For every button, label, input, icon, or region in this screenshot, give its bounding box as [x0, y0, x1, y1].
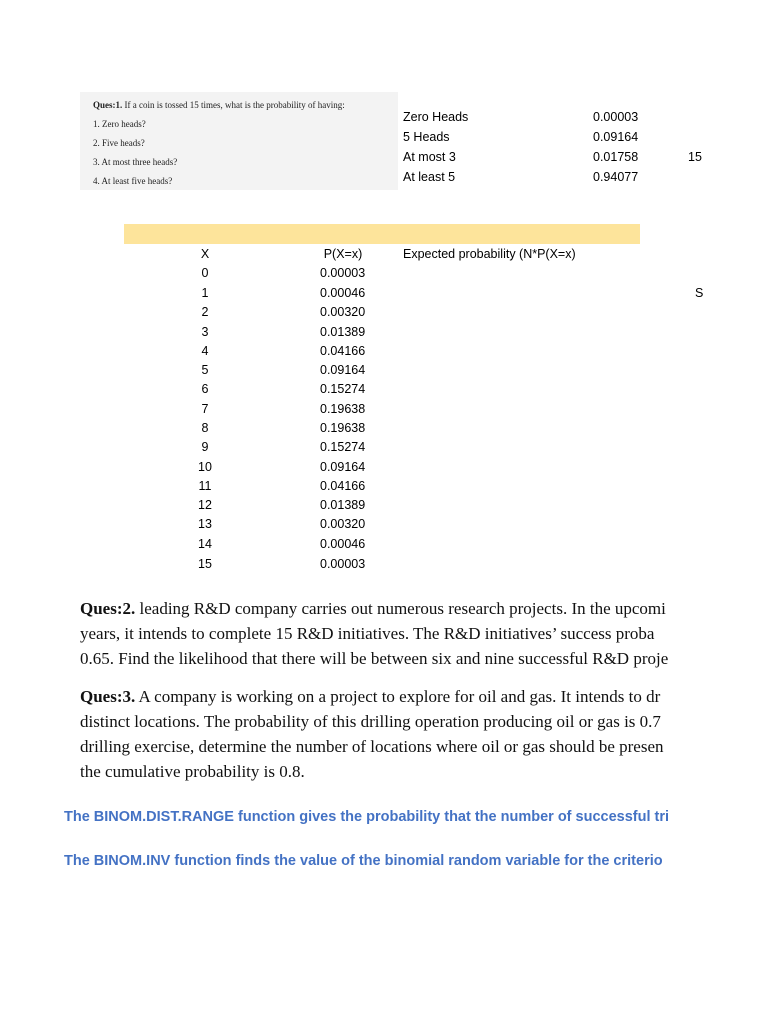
x-cell[interactable]: 5 [201, 363, 209, 377]
result-label-cell[interactable]: At least 5 [403, 170, 456, 184]
p-cell[interactable]: 0.01389 [320, 498, 366, 512]
question3-label: Ques:3. [80, 687, 136, 706]
highlighted-row [124, 224, 640, 244]
p-cell[interactable]: 0.00320 [320, 305, 366, 319]
x-cell[interactable]: 4 [201, 344, 209, 358]
question3-line: the cumulative probability is 0.8. [80, 762, 305, 781]
x-cell[interactable]: 12 [198, 498, 212, 512]
question3-line: Ques:3. A company is working on a project to explore for oil and gas. It intends to dr [80, 687, 661, 706]
x-cell[interactable]: 14 [198, 537, 212, 551]
result-label-cell[interactable]: At most 3 [403, 150, 456, 164]
x-cell[interactable]: 7 [201, 402, 209, 416]
p-cell[interactable]: 0.15274 [320, 440, 366, 454]
x-cell[interactable]: 0 [201, 266, 209, 280]
result-value-cell[interactable]: 0.94077 [593, 170, 639, 184]
header-expected[interactable]: Expected probability (N*P(X=x) [403, 247, 576, 261]
x-cell[interactable]: 10 [198, 460, 212, 474]
note-binom-dist-range[interactable]: The BINOM.DIST.RANGE function gives the probability that the number of successful tri [64, 809, 670, 825]
question3-line: drilling exercise, determine the number of locations where oil or gas should be presen [80, 737, 664, 756]
x-cell[interactable]: 1 [201, 286, 209, 300]
result-value-cell[interactable]: 0.01758 [593, 150, 639, 164]
result-label-cell[interactable]: Zero Heads [403, 110, 469, 124]
n-value-cell[interactable]: 15 [688, 150, 702, 164]
p-cell[interactable]: 0.00320 [320, 517, 366, 531]
question2-label: Ques:2. [80, 599, 136, 618]
result-label-cell[interactable]: 5 Heads [403, 130, 450, 144]
question1-item: 3. At most three heads? [93, 157, 178, 167]
x-cell[interactable]: 9 [201, 440, 209, 454]
question2-line: years, it intends to complete 15 R&D initiatives. The R&D initiatives’ success proba [80, 624, 655, 643]
p-cell[interactable]: 0.09164 [320, 363, 366, 377]
header-x[interactable]: X [200, 247, 210, 261]
question2-line: 0.65. Find the likelihood that there will be between six and nine successful R&D proje [80, 649, 669, 668]
question1-heading: Ques:1. If a coin is tossed 15 times, what is the probability of having: [93, 100, 345, 110]
p-cell[interactable]: 0.19638 [320, 421, 366, 435]
x-cell[interactable]: 3 [201, 325, 209, 339]
x-cell[interactable]: 15 [198, 557, 212, 571]
p-cell[interactable]: 0.04166 [320, 479, 366, 493]
partial-cell-s[interactable]: S [695, 286, 704, 300]
question1-item: 1. Zero heads? [93, 119, 146, 129]
header-px[interactable]: P(X=x) [323, 247, 363, 261]
p-cell[interactable]: 0.00046 [320, 537, 366, 551]
p-cell[interactable]: 0.01389 [320, 325, 366, 339]
p-cell[interactable]: 0.00003 [320, 266, 366, 280]
question1-item: 2. Five heads? [93, 138, 145, 148]
p-cell[interactable]: 0.00003 [320, 557, 366, 571]
p-cell[interactable]: 0.19638 [320, 402, 366, 416]
result-value-cell[interactable]: 0.00003 [593, 110, 639, 124]
question2-line: Ques:2. leading R&D company carries out numerous research projects. In the upcomi [80, 599, 666, 618]
p-cell[interactable]: 0.00046 [320, 286, 366, 300]
question1-image [80, 92, 398, 190]
note-binom-inv[interactable]: The BINOM.INV function finds the value of the binomial random variable for the criterio [64, 853, 663, 869]
x-cell[interactable]: 8 [201, 421, 209, 435]
question3-line: distinct locations. The probability of this drilling operation producing oil or gas is 0.7 [80, 712, 661, 731]
p-cell[interactable]: 0.04166 [320, 344, 366, 358]
p-cell[interactable]: 0.09164 [320, 460, 366, 474]
result-value-cell[interactable]: 0.09164 [593, 130, 639, 144]
x-cell[interactable]: 2 [201, 305, 209, 319]
question1-item: 4. At least five heads? [93, 176, 173, 186]
x-cell[interactable]: 11 [198, 479, 212, 493]
x-cell[interactable]: 6 [201, 382, 209, 396]
x-cell[interactable]: 13 [198, 517, 212, 531]
p-cell[interactable]: 0.15274 [320, 382, 366, 396]
